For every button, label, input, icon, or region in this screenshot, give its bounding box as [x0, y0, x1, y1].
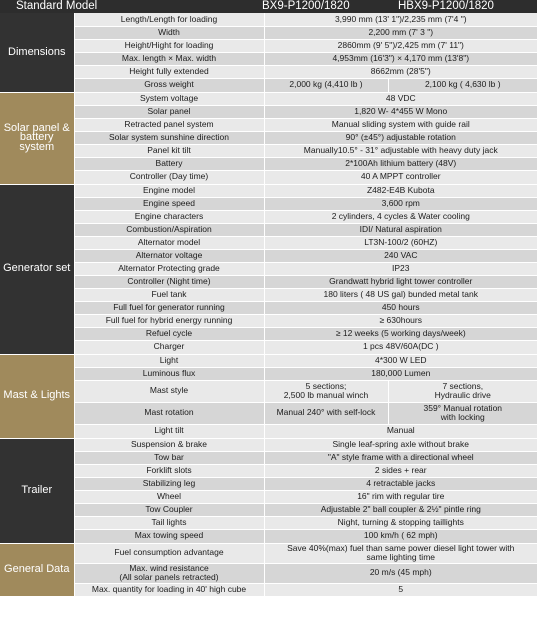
row-label: Max towing speed — [74, 529, 264, 543]
header-model-a: BX9-P1200/1820 — [262, 0, 350, 12]
table-row — [0, 262, 537, 275]
row-value: Manual sliding system with guide rail — [264, 118, 537, 131]
row-value: 3,990 mm (13' 1")/2,235 mm (7'4 ") — [264, 13, 537, 26]
row-value: 20 m/s (45 mph) — [264, 563, 537, 583]
row-label: Engine characters — [74, 210, 264, 223]
row-label: Max. quantity for loading in 40' high cube — [74, 583, 264, 596]
row-value: ≥ 630hours — [264, 314, 537, 327]
row-label: Stabilizing leg — [74, 477, 264, 490]
row-value: 2,200 mm (7' 3 ") — [264, 26, 537, 39]
section-label: Dimensions — [0, 13, 74, 92]
table-row — [0, 105, 537, 118]
row-value-model-b: 2,100 kg ( 4,630 lb ) — [388, 78, 537, 92]
row-label: Luminous flux — [74, 367, 264, 380]
table-row — [0, 543, 537, 563]
row-value: IDI/ Natural aspiration — [264, 223, 537, 236]
row-label: Solar panel — [74, 105, 264, 118]
specification-table — [0, 13, 537, 597]
row-value: Save 40%(max) fuel than same power diesel light tower with same lighting time — [264, 543, 537, 563]
row-label: Alternator model — [74, 236, 264, 249]
row-label: Panel kit tilt — [74, 144, 264, 157]
row-label: Engine speed — [74, 197, 264, 210]
table-row — [0, 490, 537, 503]
row-value: 100 km/h ( 62 mph) — [264, 529, 537, 543]
row-value-model-b: 7 sections, Hydraulic drive — [388, 380, 537, 402]
row-label: Length/Length for loading — [74, 13, 264, 26]
row-value-model-a: 5 sections; 2,500 lb manual winch — [264, 380, 388, 402]
table-row — [0, 327, 537, 340]
row-value: 4 retractable jacks — [264, 477, 537, 490]
row-value-model-a: Manual 240° with self-lock — [264, 402, 388, 424]
row-label: Controller (Day time) — [74, 170, 264, 184]
row-value: 48 VDC — [264, 92, 537, 105]
row-label: Tow Coupler — [74, 503, 264, 516]
table-row — [0, 288, 537, 301]
row-value: ≥ 12 weeks (5 working days/week) — [264, 327, 537, 340]
table-row — [0, 157, 537, 170]
row-label: Light — [74, 354, 264, 367]
row-value: Grandwatt hybrid light tower controller — [264, 275, 537, 288]
table-row — [0, 65, 537, 78]
row-value: 40 A MPPT controller — [264, 170, 537, 184]
section-label: Solar panel & battery system — [0, 92, 74, 184]
row-label: Suspension & brake — [74, 438, 264, 451]
row-label: Mast rotation — [74, 402, 264, 424]
table-row — [0, 424, 537, 438]
table-row — [0, 380, 537, 402]
table-row — [0, 354, 537, 367]
row-value: 5 — [264, 583, 537, 596]
table-row — [0, 26, 537, 39]
table-row — [0, 184, 537, 197]
row-label: Tail lights — [74, 516, 264, 529]
row-value: Single leaf-spring axle without brake — [264, 438, 537, 451]
table-row — [0, 516, 537, 529]
row-value: 1,820 W- 4*455 W Mono — [264, 105, 537, 118]
table-row — [0, 52, 537, 65]
table-row — [0, 402, 537, 424]
row-value: LT3N-100/2 (60HZ) — [264, 236, 537, 249]
table-row — [0, 144, 537, 157]
row-label: Height/Hight for loading — [74, 39, 264, 52]
row-label: Forklift slots — [74, 464, 264, 477]
row-label: Refuel cycle — [74, 327, 264, 340]
row-value: 4,953mm (16'3") × 4,170 mm (13'8") — [264, 52, 537, 65]
row-value: 2860mm (9' 5")/2,425 mm (7' 11") — [264, 39, 537, 52]
table-row — [0, 210, 537, 223]
row-label: Engine model — [74, 184, 264, 197]
row-label: Height fully extended — [74, 65, 264, 78]
row-label: Controller (Night time) — [74, 275, 264, 288]
table-row — [0, 367, 537, 380]
table-row — [0, 39, 537, 52]
row-value-model-b: 359° Manual rotation with locking — [388, 402, 537, 424]
table-row — [0, 118, 537, 131]
row-label: Fuel consumption advantage — [74, 543, 264, 563]
row-label: Gross weight — [74, 78, 264, 92]
row-value-model-a: 2,000 kg (4,410 lb ) — [264, 78, 388, 92]
table-row — [0, 451, 537, 464]
header-standard-model: Standard Model — [16, 0, 98, 12]
row-value: 180,000 Lumen — [264, 367, 537, 380]
row-value: Z482-E4B Kubota — [264, 184, 537, 197]
table-row — [0, 78, 537, 92]
row-label: Full fuel for hybrid energy running — [74, 314, 264, 327]
row-value: 240 VAC — [264, 249, 537, 262]
row-value: 180 liters ( 48 US gal) bunded metal tank — [264, 288, 537, 301]
section-label: General Data — [0, 543, 74, 596]
row-label: Max. length × Max. width — [74, 52, 264, 65]
table-row — [0, 131, 537, 144]
row-value: Night, turning & stopping taillights — [264, 516, 537, 529]
section-label: Generator set — [0, 184, 74, 354]
table-row — [0, 301, 537, 314]
row-value: 8662mm (28'5") — [264, 65, 537, 78]
row-value: Adjustable 2" ball coupler & 2½" pintle ring — [264, 503, 537, 516]
table-row — [0, 13, 537, 26]
row-label: Mast style — [74, 380, 264, 402]
table-row — [0, 314, 537, 327]
row-label: System voltage — [74, 92, 264, 105]
row-value: 1 pcs 48V/60A(DC ) — [264, 340, 537, 354]
row-value: 3,600 rpm — [264, 197, 537, 210]
row-value: "A" style frame with a directional wheel — [264, 451, 537, 464]
row-value: 90° (±45°) adjustable rotation — [264, 131, 537, 144]
row-label: Combustion/Aspiration — [74, 223, 264, 236]
row-label: Solar system sunshine direction — [74, 131, 264, 144]
table-row — [0, 92, 537, 105]
table-row — [0, 236, 537, 249]
table-row — [0, 529, 537, 543]
row-label: Width — [74, 26, 264, 39]
row-value: 450 hours — [264, 301, 537, 314]
row-value: IP23 — [264, 262, 537, 275]
row-label: Alternator Protecting grade — [74, 262, 264, 275]
row-label: Light tilt — [74, 424, 264, 438]
table-row — [0, 464, 537, 477]
table-row — [0, 170, 537, 184]
row-label: Full fuel for generator running — [74, 301, 264, 314]
row-label: Wheel — [74, 490, 264, 503]
row-label: Battery — [74, 157, 264, 170]
table-row — [0, 249, 537, 262]
table-row — [0, 275, 537, 288]
row-value: Manually10.5° - 31° adjustable with heavy duty jack — [264, 144, 537, 157]
table-row — [0, 340, 537, 354]
table-row — [0, 503, 537, 516]
row-value: 2*100Ah lithium battery (48V) — [264, 157, 537, 170]
table-row — [0, 583, 537, 596]
table-row — [0, 438, 537, 451]
row-label: Alternator voltage — [74, 249, 264, 262]
row-label: Tow bar — [74, 451, 264, 464]
section-label: Mast & Lights — [0, 354, 74, 438]
row-value: Manual — [264, 424, 537, 438]
row-label: Max. wind resistance (All solar panels retracted) — [74, 563, 264, 583]
table-row — [0, 563, 537, 583]
header-model-b: HBX9-P1200/1820 — [398, 0, 494, 12]
row-label: Retracted panel system — [74, 118, 264, 131]
row-label: Charger — [74, 340, 264, 354]
table-row — [0, 223, 537, 236]
row-value: 2 cylinders, 4 cycles & Water cooling — [264, 210, 537, 223]
row-value: 4*300 W LED — [264, 354, 537, 367]
row-value: 2 sides + rear — [264, 464, 537, 477]
table-row — [0, 197, 537, 210]
table-header — [0, 0, 537, 13]
table-row — [0, 477, 537, 490]
row-label: Fuel tank — [74, 288, 264, 301]
row-value: 16" rim with regular tire — [264, 490, 537, 503]
section-label: Trailer — [0, 438, 74, 543]
